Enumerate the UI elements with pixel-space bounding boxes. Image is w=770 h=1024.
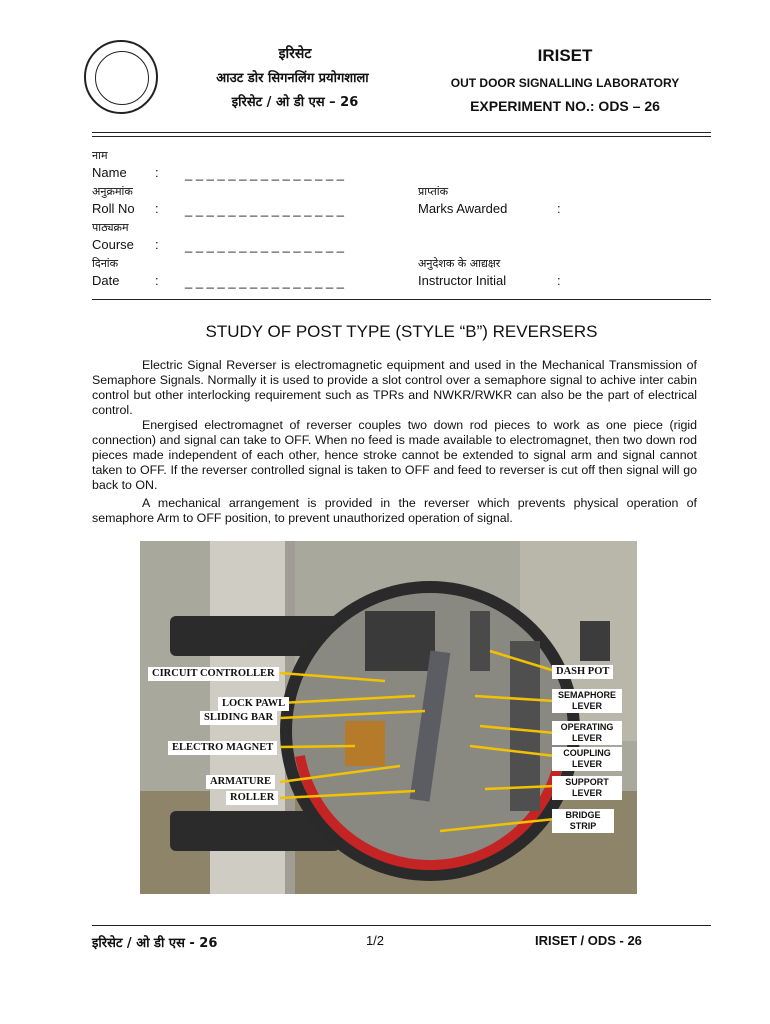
pointer-electro-magnet	[280, 746, 355, 747]
photo-signal-head	[580, 621, 610, 661]
label-circuit-controller: CIRCUIT CONTROLLER	[148, 667, 279, 681]
reverser-photo	[140, 541, 637, 894]
header-hindi-org: इरिसेट	[278, 46, 312, 62]
label-semaphore-lever: SEMAPHORE LEVER	[552, 689, 622, 713]
date-label: Date	[92, 273, 120, 288]
header-rule-bottom	[92, 136, 711, 137]
roll-field[interactable]: _ _ _ _ _ _ _ _ _ _ _ _ _ _ _	[185, 202, 345, 217]
document-title: STUDY OF POST TYPE (STYLE “B”) REVERSERS	[205, 322, 598, 341]
roll-colon: :	[155, 201, 159, 216]
footer-code: IRISET / ODS - 26	[535, 933, 642, 948]
label-support-lever: SUPPORT LEVER	[552, 776, 622, 800]
label-electro-magnet: ELECTRO MAGNET	[168, 741, 277, 755]
course-field[interactable]: _ _ _ _ _ _ _ _ _ _ _ _ _ _ _	[185, 238, 345, 253]
course-label: Course	[92, 237, 134, 252]
roll-label: Roll No	[92, 201, 135, 216]
form-rule	[92, 299, 711, 300]
photo-dash-pot	[470, 611, 490, 671]
instructor-colon: :	[557, 273, 561, 288]
date-hindi-label: दिनांक	[92, 257, 119, 270]
label-armature: ARMATURE	[206, 775, 275, 789]
header-hindi-code: इरिसेट / ओ डी एस – 26	[231, 95, 359, 110]
name-field[interactable]: _ _ _ _ _ _ _ _ _ _ _ _ _ _ _	[185, 166, 345, 181]
footer-page-number: 1/2	[365, 933, 385, 948]
label-operating-lever: OPERATING LEVER	[552, 721, 622, 745]
photo-terminal-block	[510, 641, 540, 811]
instructor-hindi-label: अनुदेशक के आद्यक्षर	[418, 257, 501, 270]
marks-hindi-label: प्राप्तांक	[418, 185, 449, 198]
date-field[interactable]: _ _ _ _ _ _ _ _ _ _ _ _ _ _ _	[185, 274, 345, 289]
name-label: Name	[92, 165, 127, 180]
header-experiment: EXPERIMENT NO.: ODS – 26	[470, 98, 660, 114]
marks-label: Marks Awarded	[418, 201, 508, 216]
date-colon: :	[155, 273, 159, 288]
course-hindi-label: पाठ्यक्रम	[92, 221, 129, 234]
label-coupling-lever: COUPLING LEVER	[552, 747, 622, 771]
header-org: IRISET	[537, 46, 593, 65]
footer-rule	[92, 925, 711, 926]
label-sliding-bar: SLIDING BAR	[200, 711, 277, 725]
paragraph-1: Electric Signal Reverser is electromagnetic equipment and used in the Mechanical Transmission of Semaphore Signals. Normally it is used to provide a slot control over a semaphore signal to achive inter cabin control but other interlocking requirement such as TPRs and NWKR/RWKR can also be the part of electrical control.	[92, 358, 697, 417]
label-bridge-strip: BRIDGE STRIP	[552, 809, 614, 833]
header-hindi-lab: आउट डोर सिगनलिंग प्रयोगशाला	[216, 71, 369, 86]
name-colon: :	[155, 165, 159, 180]
photo-electro-magnet	[345, 721, 385, 766]
instructor-label: Instructor Initial	[418, 273, 507, 288]
course-colon: :	[155, 237, 159, 252]
marks-colon: :	[557, 201, 561, 216]
header-rule-top	[92, 132, 711, 133]
label-roller: ROLLER	[226, 791, 278, 805]
name-hindi-label: नाम	[92, 149, 108, 162]
iriset-logo	[84, 40, 158, 114]
roll-hindi-label: अनुक्रमांक	[92, 185, 133, 198]
photo-circuit-controller	[365, 611, 435, 671]
label-lock-pawl: LOCK PAWL	[218, 697, 289, 711]
logo-inner-ring	[95, 51, 149, 105]
paragraph-3: A mechanical arrangement is provided in the reverser which prevents physical operation of semaphore Arm to OFF position, to prevent unauthorized operation of signal.	[92, 496, 697, 525]
paragraph-2: Energised electromagnet of reverser couples two down rod pieces to work as one piece (rigid connection) and signal can take to OFF. When no feed is made available to electromagnet, then two down rod pieces made independent of each other, hence stroke cannot be extended to signal arm and signal cannot taken to OFF. If the reverser controlled signal is taken to OFF and feed to reverser is cut off then signal will go back to ON.	[92, 418, 697, 492]
footer-hindi-code: इरिसेट / ओ डी एस - 26	[92, 936, 218, 951]
label-dash-pot: DASH POT	[552, 665, 613, 679]
header-lab: OUT DOOR SIGNALLING LABORATORY	[450, 76, 680, 90]
